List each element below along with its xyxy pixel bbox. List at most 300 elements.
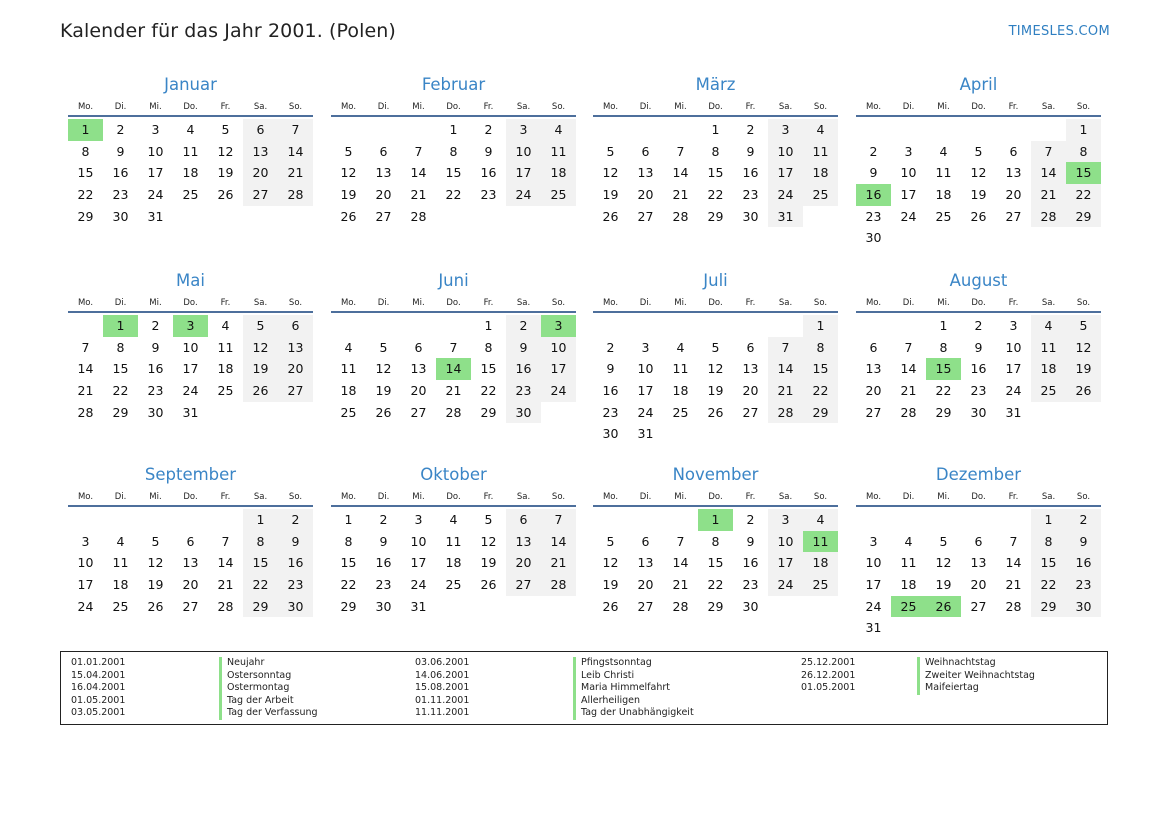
day-cell[interactable]: 10 (410, 533, 427, 549)
day-cell[interactable]: 17 (182, 361, 199, 377)
day-cell[interactable]: 11 (935, 165, 952, 181)
day-cell[interactable]: 2 (506, 315, 541, 337)
day-cell[interactable]: 27 (970, 598, 987, 614)
day-cell[interactable]: 25 (182, 187, 199, 203)
day-cell[interactable]: 22 (480, 383, 497, 399)
day-cell[interactable]: 22 (935, 383, 952, 399)
day-cell[interactable]: 23 (865, 208, 882, 224)
day-cell[interactable]: 22 (112, 383, 129, 399)
day-cell[interactable]: 18 (803, 552, 838, 574)
day-cell[interactable]: 4 (449, 512, 458, 527)
day-cell[interactable]: 3 (641, 339, 650, 355)
day-cell[interactable]: 19 (243, 358, 278, 380)
day-cell[interactable]: 2 (869, 143, 878, 159)
day-cell[interactable]: 2 (1066, 509, 1101, 531)
day-cell[interactable]: 16 (278, 552, 313, 574)
day-cell[interactable]: 4 (116, 533, 125, 549)
day-cell[interactable]: 31 (147, 208, 164, 224)
day-cell[interactable]: 13 (506, 531, 541, 553)
day-cell[interactable]: 27 (865, 404, 882, 420)
day-cell[interactable]: 9 (869, 165, 878, 181)
day-cell[interactable]: 28 (278, 184, 313, 206)
day-cell[interactable]: 24 (541, 380, 576, 402)
day-cell[interactable]: 30 (602, 426, 619, 442)
day-cell[interactable]: 8 (484, 339, 493, 355)
day-cell[interactable]: 18 (935, 187, 952, 203)
day-cell[interactable]: 12 (217, 143, 234, 159)
day-cell[interactable]: 10 (1005, 339, 1022, 355)
day-cell[interactable]: 28 (1005, 598, 1022, 614)
day-cell[interactable]: 28 (541, 574, 576, 596)
day-cell[interactable]: 4 (803, 119, 838, 141)
day-cell[interactable]: 17 (541, 358, 576, 380)
day-cell[interactable]: 5 (344, 143, 353, 159)
day-cell[interactable]: 29 (803, 402, 838, 424)
day-cell[interactable]: 5 (711, 339, 720, 355)
day-cell[interactable]: 11 (672, 361, 689, 377)
day-cell[interactable]: 1 (68, 119, 103, 141)
day-cell[interactable]: 20 (375, 187, 392, 203)
day-cell[interactable]: 15 (243, 552, 278, 574)
day-cell[interactable]: 30 (278, 596, 313, 618)
day-cell[interactable]: 10 (182, 339, 199, 355)
day-cell[interactable]: 17 (77, 577, 94, 593)
day-cell[interactable]: 15 (707, 555, 724, 571)
day-cell[interactable]: 10 (900, 165, 917, 181)
day-cell[interactable]: 12 (147, 555, 164, 571)
day-cell[interactable]: 27 (410, 404, 427, 420)
day-cell[interactable]: 2 (974, 318, 983, 333)
day-cell[interactable]: 28 (410, 208, 427, 224)
day-cell[interactable]: 12 (970, 165, 987, 181)
day-cell[interactable]: 9 (379, 533, 388, 549)
day-cell[interactable]: 15 (445, 165, 462, 181)
day-cell[interactable]: 29 (340, 598, 357, 614)
day-cell[interactable]: 17 (637, 383, 654, 399)
day-cell[interactable]: 11 (541, 141, 576, 163)
day-cell[interactable]: 16 (147, 361, 164, 377)
day-cell[interactable]: 14 (900, 361, 917, 377)
day-cell[interactable]: 16 (375, 555, 392, 571)
day-cell[interactable]: 15 (112, 361, 129, 377)
day-cell[interactable]: 1 (698, 509, 733, 531)
day-cell[interactable]: 31 (865, 620, 882, 636)
day-cell[interactable]: 10 (768, 531, 803, 553)
day-cell[interactable]: 23 (970, 383, 987, 399)
day-cell[interactable]: 21 (672, 577, 689, 593)
day-cell[interactable]: 2 (278, 509, 313, 531)
day-cell[interactable]: 13 (182, 555, 199, 571)
day-cell[interactable]: 3 (506, 119, 541, 141)
day-cell[interactable]: 8 (81, 143, 90, 159)
day-cell[interactable]: 21 (672, 187, 689, 203)
day-cell[interactable]: 4 (904, 533, 913, 549)
day-cell[interactable]: 23 (1066, 574, 1101, 596)
day-cell[interactable]: 25 (672, 404, 689, 420)
day-cell[interactable]: 29 (1066, 206, 1101, 228)
day-cell[interactable]: 29 (707, 208, 724, 224)
day-cell[interactable]: 24 (182, 383, 199, 399)
day-cell[interactable]: 7 (278, 119, 313, 141)
day-cell[interactable]: 28 (672, 598, 689, 614)
day-cell[interactable]: 12 (707, 361, 724, 377)
day-cell[interactable]: 12 (602, 555, 619, 571)
day-cell[interactable]: 11 (112, 555, 129, 571)
day-cell[interactable]: 25 (217, 383, 234, 399)
day-cell[interactable]: 6 (414, 339, 423, 355)
day-cell[interactable]: 6 (746, 339, 755, 355)
day-cell[interactable]: 25 (803, 574, 838, 596)
day-cell[interactable]: 6 (186, 533, 195, 549)
day-cell[interactable]: 24 (637, 404, 654, 420)
day-cell[interactable]: 22 (1031, 574, 1066, 596)
day-cell[interactable]: 23 (602, 404, 619, 420)
day-cell[interactable]: 21 (217, 577, 234, 593)
day-cell[interactable]: 15 (926, 358, 961, 380)
day-cell[interactable]: 19 (340, 187, 357, 203)
day-cell[interactable]: 1 (1031, 509, 1066, 531)
day-cell[interactable]: 26 (970, 208, 987, 224)
day-cell[interactable]: 21 (445, 383, 462, 399)
day-cell[interactable]: 25 (340, 404, 357, 420)
day-cell[interactable]: 26 (243, 380, 278, 402)
day-cell[interactable]: 2 (484, 122, 493, 137)
day-cell[interactable]: 6 (869, 339, 878, 355)
day-cell[interactable]: 16 (970, 361, 987, 377)
day-cell[interactable]: 18 (900, 577, 917, 593)
day-cell[interactable]: 3 (768, 119, 803, 141)
day-cell[interactable]: 18 (541, 162, 576, 184)
day-cell[interactable]: 16 (856, 184, 891, 206)
day-cell[interactable]: 5 (243, 315, 278, 337)
day-cell[interactable]: 20 (1005, 187, 1022, 203)
day-cell[interactable]: 28 (77, 404, 94, 420)
day-cell[interactable]: 8 (1031, 531, 1066, 553)
day-cell[interactable]: 23 (112, 187, 129, 203)
day-cell[interactable]: 20 (182, 577, 199, 593)
day-cell[interactable]: 11 (445, 533, 462, 549)
day-cell[interactable]: 7 (904, 339, 913, 355)
day-cell[interactable]: 14 (410, 165, 427, 181)
day-cell[interactable]: 20 (278, 358, 313, 380)
day-cell[interactable]: 8 (803, 337, 838, 359)
day-cell[interactable]: 9 (278, 531, 313, 553)
day-cell[interactable]: 7 (449, 339, 458, 355)
day-cell[interactable]: 14 (278, 141, 313, 163)
day-cell[interactable]: 22 (340, 577, 357, 593)
day-cell[interactable]: 26 (602, 208, 619, 224)
day-cell[interactable]: 17 (506, 162, 541, 184)
day-cell[interactable]: 21 (900, 383, 917, 399)
day-cell[interactable]: 29 (243, 596, 278, 618)
day-cell[interactable]: 28 (672, 208, 689, 224)
day-cell[interactable]: 2 (746, 512, 755, 527)
day-cell[interactable]: 15 (1031, 552, 1066, 574)
day-cell[interactable]: 19 (602, 577, 619, 593)
day-cell[interactable]: 2 (151, 318, 160, 333)
day-cell[interactable]: 22 (1066, 184, 1101, 206)
day-cell[interactable]: 30 (375, 598, 392, 614)
day-cell[interactable]: 22 (77, 187, 94, 203)
day-cell[interactable]: 16 (112, 165, 129, 181)
day-cell[interactable]: 16 (506, 358, 541, 380)
day-cell[interactable]: 2 (116, 122, 125, 137)
day-cell[interactable]: 14 (436, 358, 471, 380)
day-cell[interactable]: 8 (1066, 141, 1101, 163)
day-cell[interactable]: 25 (891, 596, 926, 618)
day-cell[interactable]: 27 (637, 598, 654, 614)
day-cell[interactable]: 24 (1005, 383, 1022, 399)
day-cell[interactable]: 4 (186, 122, 195, 137)
day-cell[interactable]: 13 (278, 337, 313, 359)
day-cell[interactable]: 5 (484, 512, 493, 527)
day-cell[interactable]: 14 (77, 361, 94, 377)
day-cell[interactable]: 3 (151, 122, 160, 137)
day-cell[interactable]: 1 (344, 512, 353, 527)
day-cell[interactable]: 19 (217, 165, 234, 181)
day-cell[interactable]: 19 (480, 555, 497, 571)
day-cell[interactable]: 24 (506, 184, 541, 206)
day-cell[interactable]: 30 (742, 598, 759, 614)
day-cell[interactable]: 4 (676, 339, 685, 355)
day-cell[interactable]: 3 (1009, 318, 1018, 333)
day-cell[interactable]: 30 (970, 404, 987, 420)
day-cell[interactable]: 7 (414, 143, 423, 159)
day-cell[interactable]: 13 (1005, 165, 1022, 181)
day-cell[interactable]: 5 (939, 533, 948, 549)
day-cell[interactable]: 8 (344, 533, 353, 549)
day-cell[interactable]: 15 (803, 358, 838, 380)
day-cell[interactable]: 5 (606, 143, 615, 159)
day-cell[interactable]: 18 (803, 162, 838, 184)
day-cell[interactable]: 30 (742, 208, 759, 224)
day-cell[interactable]: 10 (865, 555, 882, 571)
day-cell[interactable]: 21 (77, 383, 94, 399)
day-cell[interactable]: 27 (375, 208, 392, 224)
day-cell[interactable]: 12 (340, 165, 357, 181)
day-cell[interactable]: 20 (970, 577, 987, 593)
day-cell[interactable]: 1 (711, 122, 720, 137)
day-cell[interactable]: 31 (768, 206, 803, 228)
day-cell[interactable]: 28 (445, 404, 462, 420)
day-cell[interactable]: 5 (606, 533, 615, 549)
day-cell[interactable]: 9 (484, 143, 493, 159)
day-cell[interactable]: 25 (112, 598, 129, 614)
day-cell[interactable]: 12 (935, 555, 952, 571)
day-cell[interactable]: 26 (602, 598, 619, 614)
day-cell[interactable]: 7 (221, 533, 230, 549)
day-cell[interactable]: 31 (410, 598, 427, 614)
day-cell[interactable]: 1 (939, 318, 948, 333)
day-cell[interactable]: 12 (243, 337, 278, 359)
day-cell[interactable]: 26 (340, 208, 357, 224)
day-cell[interactable]: 20 (506, 552, 541, 574)
day-cell[interactable]: 26 (926, 596, 961, 618)
day-cell[interactable]: 19 (707, 383, 724, 399)
day-cell[interactable]: 25 (803, 184, 838, 206)
day-cell[interactable]: 6 (243, 119, 278, 141)
day-cell[interactable]: 4 (221, 318, 230, 333)
day-cell[interactable]: 5 (379, 339, 388, 355)
day-cell[interactable]: 23 (506, 380, 541, 402)
day-cell[interactable]: 5 (151, 533, 160, 549)
day-cell[interactable]: 3 (869, 533, 878, 549)
day-cell[interactable]: 19 (970, 187, 987, 203)
day-cell[interactable]: 15 (1066, 162, 1101, 184)
day-cell[interactable]: 10 (768, 141, 803, 163)
day-cell[interactable]: 13 (243, 141, 278, 163)
day-cell[interactable]: 27 (742, 404, 759, 420)
day-cell[interactable]: 19 (602, 187, 619, 203)
day-cell[interactable]: 31 (182, 404, 199, 420)
day-cell[interactable]: 13 (410, 361, 427, 377)
day-cell[interactable]: 10 (637, 361, 654, 377)
day-cell[interactable]: 5 (1066, 315, 1101, 337)
day-cell[interactable]: 6 (506, 509, 541, 531)
day-cell[interactable]: 18 (182, 165, 199, 181)
day-cell[interactable]: 14 (768, 358, 803, 380)
day-cell[interactable]: 6 (974, 533, 983, 549)
day-cell[interactable]: 14 (541, 531, 576, 553)
day-cell[interactable]: 23 (742, 187, 759, 203)
day-cell[interactable]: 22 (707, 577, 724, 593)
day-cell[interactable]: 12 (375, 361, 392, 377)
day-cell[interactable]: 2 (746, 122, 755, 137)
day-cell[interactable]: 20 (637, 187, 654, 203)
day-cell[interactable]: 21 (410, 187, 427, 203)
day-cell[interactable]: 4 (939, 143, 948, 159)
day-cell[interactable]: 9 (506, 337, 541, 359)
day-cell[interactable]: 26 (1066, 380, 1101, 402)
day-cell[interactable]: 29 (935, 404, 952, 420)
day-cell[interactable]: 6 (379, 143, 388, 159)
day-cell[interactable]: 7 (81, 339, 90, 355)
day-cell[interactable]: 27 (278, 380, 313, 402)
day-cell[interactable]: 30 (147, 404, 164, 420)
day-cell[interactable]: 4 (541, 119, 576, 141)
day-cell[interactable]: 8 (116, 339, 125, 355)
day-cell[interactable]: 23 (480, 187, 497, 203)
day-cell[interactable]: 28 (1031, 206, 1066, 228)
day-cell[interactable]: 31 (1005, 404, 1022, 420)
day-cell[interactable]: 23 (742, 577, 759, 593)
day-cell[interactable]: 18 (445, 555, 462, 571)
day-cell[interactable]: 4 (803, 509, 838, 531)
day-cell[interactable]: 15 (480, 361, 497, 377)
day-cell[interactable]: 23 (375, 577, 392, 593)
day-cell[interactable]: 12 (602, 165, 619, 181)
day-cell[interactable]: 3 (768, 509, 803, 531)
day-cell[interactable]: 25 (935, 208, 952, 224)
day-cell[interactable]: 2 (606, 339, 615, 355)
day-cell[interactable]: 11 (803, 531, 838, 553)
day-cell[interactable]: 3 (904, 143, 913, 159)
day-cell[interactable]: 4 (1031, 315, 1066, 337)
day-cell[interactable]: 17 (865, 577, 882, 593)
day-cell[interactable]: 17 (147, 165, 164, 181)
day-cell[interactable]: 28 (768, 402, 803, 424)
day-cell[interactable]: 22 (243, 574, 278, 596)
day-cell[interactable]: 8 (711, 143, 720, 159)
day-cell[interactable]: 27 (506, 574, 541, 596)
day-cell[interactable]: 9 (151, 339, 160, 355)
day-cell[interactable]: 7 (1009, 533, 1018, 549)
day-cell[interactable]: 11 (900, 555, 917, 571)
day-cell[interactable]: 30 (506, 402, 541, 424)
day-cell[interactable]: 24 (865, 598, 882, 614)
day-cell[interactable]: 11 (803, 141, 838, 163)
day-cell[interactable]: 29 (707, 598, 724, 614)
day-cell[interactable]: 25 (445, 577, 462, 593)
day-cell[interactable]: 26 (147, 598, 164, 614)
day-cell[interactable]: 14 (672, 555, 689, 571)
day-cell[interactable]: 16 (480, 165, 497, 181)
day-cell[interactable]: 9 (974, 339, 983, 355)
day-cell[interactable]: 29 (480, 404, 497, 420)
day-cell[interactable]: 16 (742, 165, 759, 181)
day-cell[interactable]: 13 (865, 361, 882, 377)
day-cell[interactable]: 16 (1066, 552, 1101, 574)
day-cell[interactable]: 21 (1005, 577, 1022, 593)
day-cell[interactable]: 17 (900, 187, 917, 203)
day-cell[interactable]: 22 (445, 187, 462, 203)
brand-link[interactable]: TIMESLES.COM (1008, 24, 1110, 39)
day-cell[interactable]: 17 (768, 552, 803, 574)
day-cell[interactable]: 29 (1031, 596, 1066, 618)
day-cell[interactable]: 21 (541, 552, 576, 574)
day-cell[interactable]: 22 (803, 380, 838, 402)
day-cell[interactable]: 30 (1066, 596, 1101, 618)
day-cell[interactable]: 21 (768, 380, 803, 402)
day-cell[interactable]: 26 (707, 404, 724, 420)
day-cell[interactable]: 11 (182, 143, 199, 159)
day-cell[interactable]: 13 (970, 555, 987, 571)
day-cell[interactable]: 6 (1009, 143, 1018, 159)
day-cell[interactable]: 27 (637, 208, 654, 224)
day-cell[interactable]: 25 (1031, 380, 1066, 402)
day-cell[interactable]: 24 (410, 577, 427, 593)
day-cell[interactable]: 21 (1031, 184, 1066, 206)
day-cell[interactable]: 18 (1031, 358, 1066, 380)
day-cell[interactable]: 6 (641, 143, 650, 159)
day-cell[interactable]: 20 (865, 383, 882, 399)
day-cell[interactable]: 3 (173, 315, 208, 337)
day-cell[interactable]: 10 (77, 555, 94, 571)
day-cell[interactable]: 2 (379, 512, 388, 527)
day-cell[interactable]: 19 (1066, 358, 1101, 380)
day-cell[interactable]: 26 (375, 404, 392, 420)
day-cell[interactable]: 27 (1005, 208, 1022, 224)
day-cell[interactable]: 19 (935, 577, 952, 593)
day-cell[interactable]: 11 (217, 339, 234, 355)
day-cell[interactable]: 20 (742, 383, 759, 399)
day-cell[interactable]: 10 (506, 141, 541, 163)
day-cell[interactable]: 3 (541, 315, 576, 337)
day-cell[interactable]: 15 (340, 555, 357, 571)
day-cell[interactable]: 30 (112, 208, 129, 224)
day-cell[interactable]: 24 (147, 187, 164, 203)
day-cell[interactable]: 10 (541, 337, 576, 359)
day-cell[interactable]: 7 (541, 509, 576, 531)
day-cell[interactable]: 8 (449, 143, 458, 159)
day-cell[interactable]: 1 (449, 122, 458, 137)
day-cell[interactable]: 16 (602, 383, 619, 399)
day-cell[interactable]: 9 (746, 143, 755, 159)
day-cell[interactable]: 10 (147, 143, 164, 159)
day-cell[interactable]: 1 (243, 509, 278, 531)
day-cell[interactable]: 27 (182, 598, 199, 614)
day-cell[interactable]: 15 (707, 165, 724, 181)
